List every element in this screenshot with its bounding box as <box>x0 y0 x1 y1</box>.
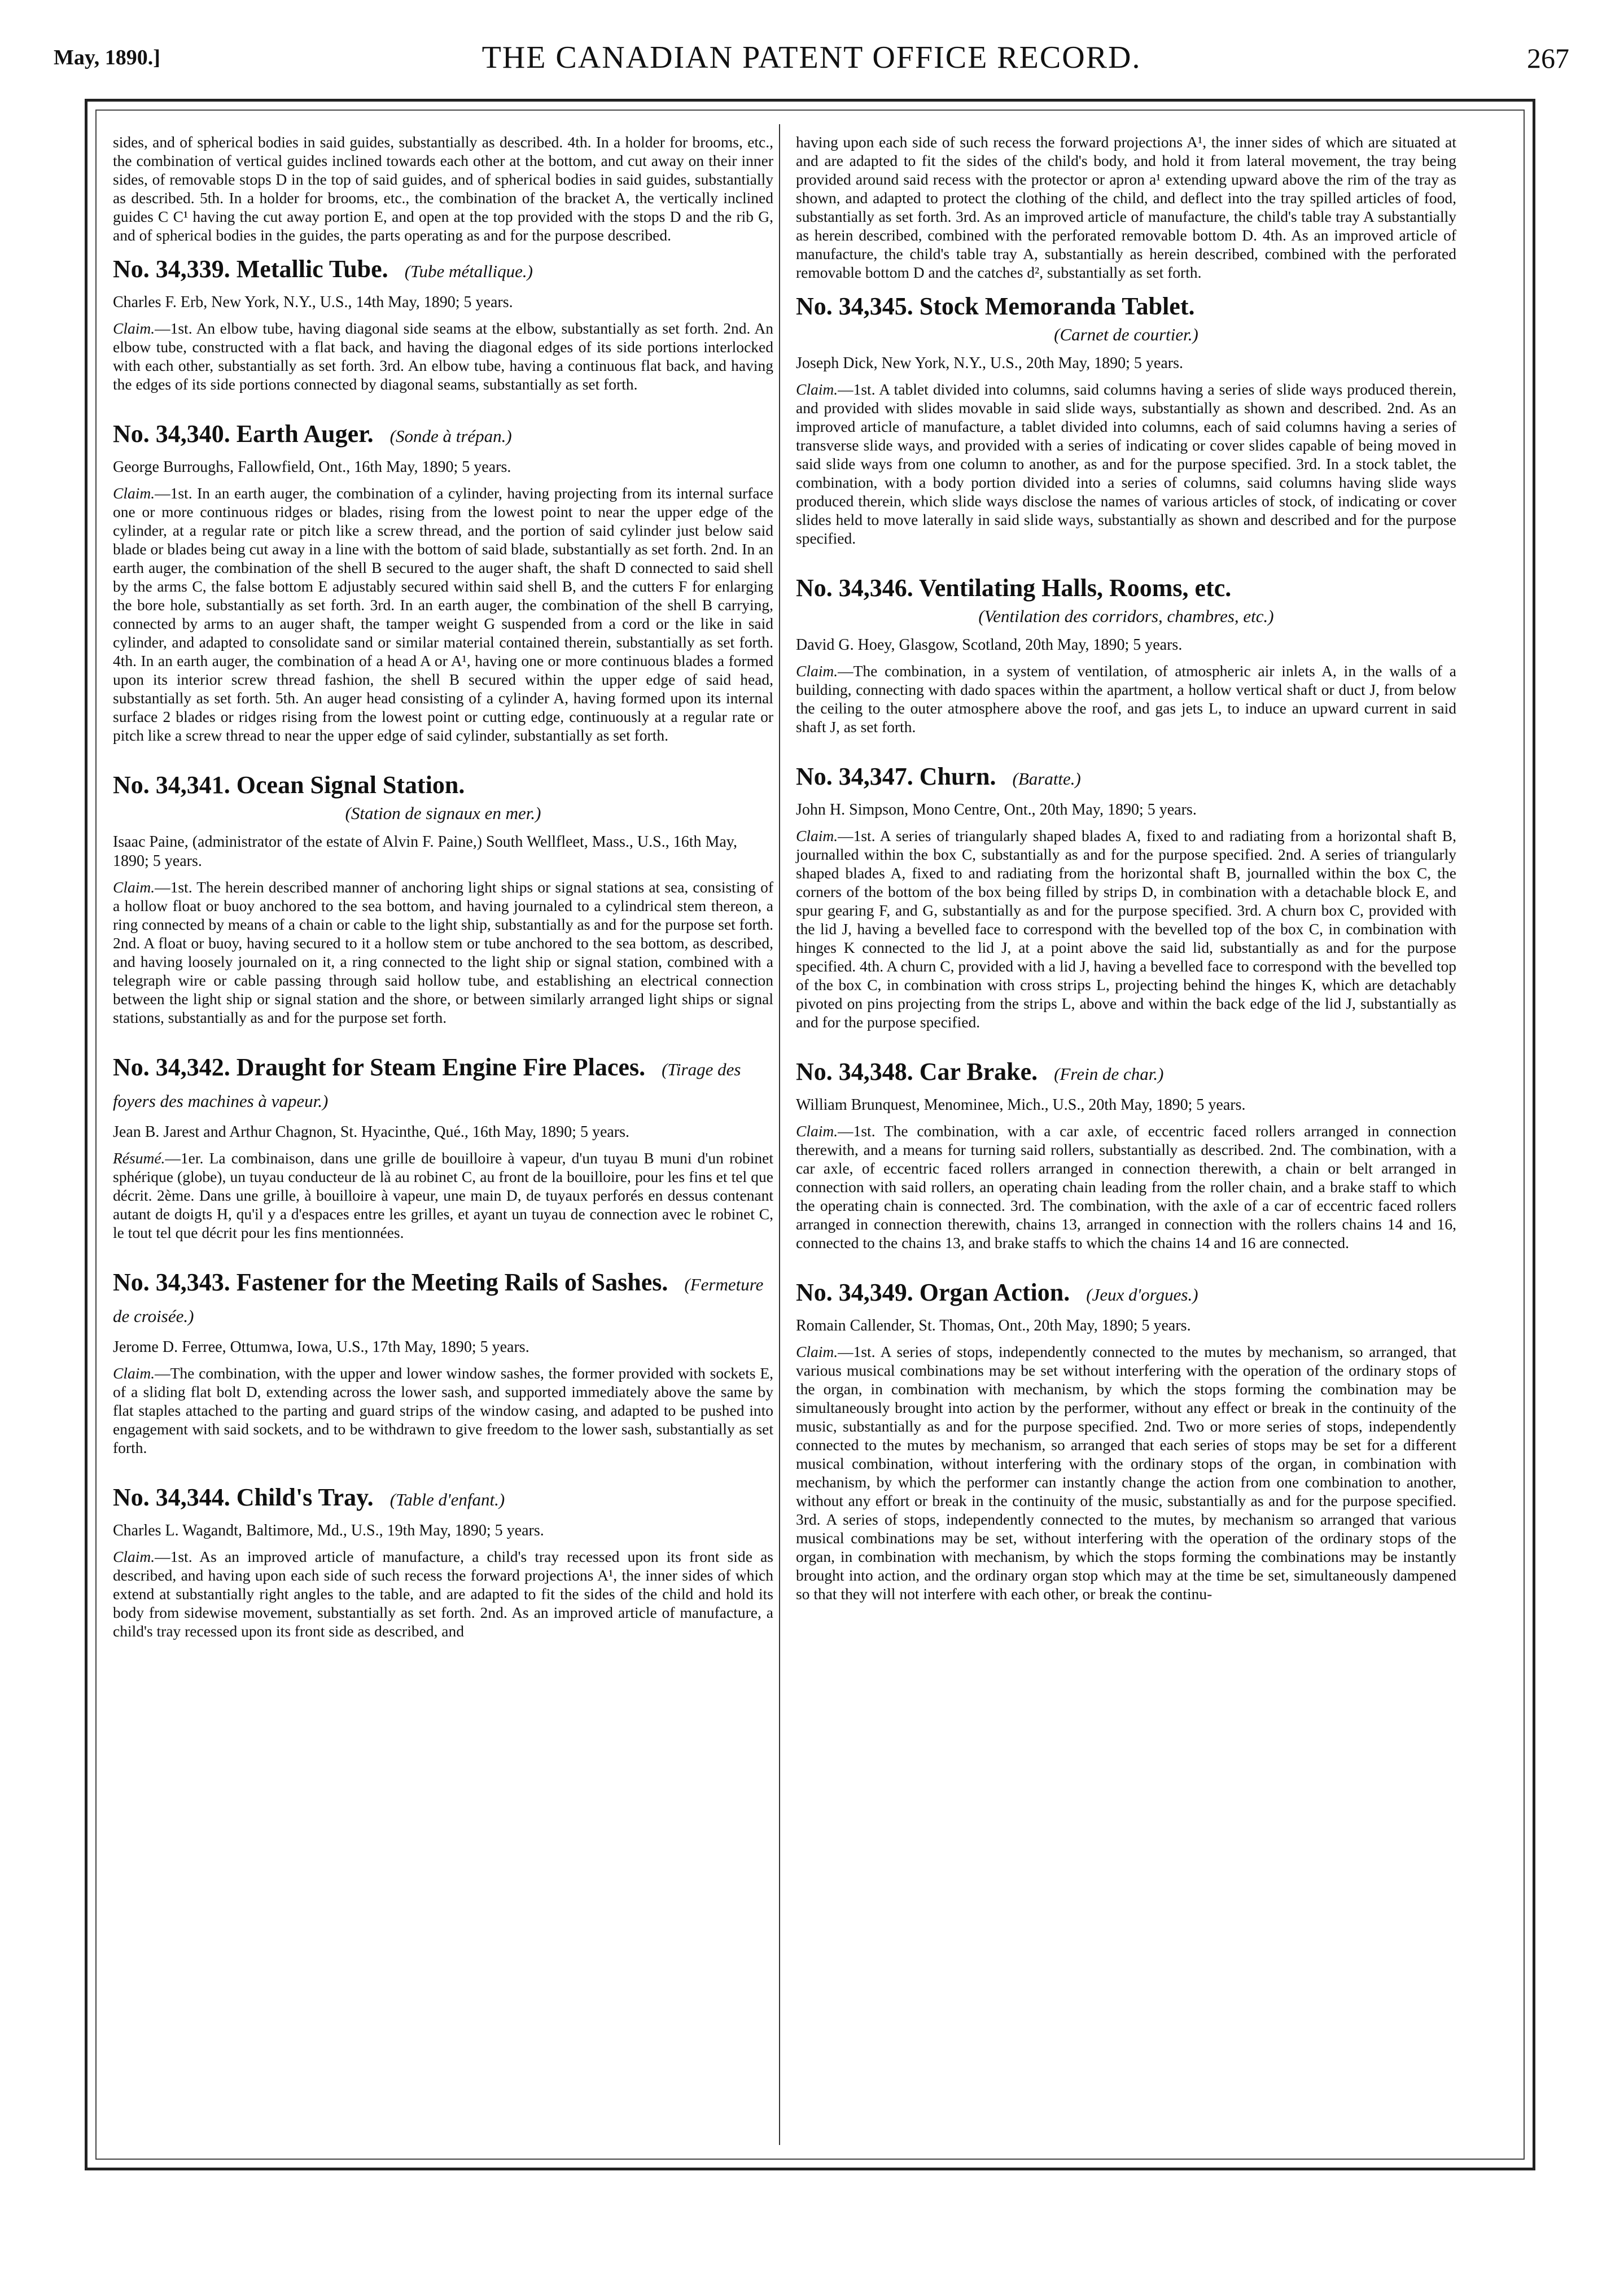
claim-label: Claim. <box>113 878 155 896</box>
patent-title: Draught for Steam Engine Fire Places. <box>236 1053 646 1081</box>
claim-body: —1st. A series of triangularly shaped blades A, fixed to and radiating from a horizontal shaft B, journalled within the box C, substantially as and for the purpose specified. 2nd. A series of triangularly shaped blades A, fixed to and radiating from the horizontal shaft B, journalled within the box C, the corners of the bottom of the box being filled by strips D, in combination with a detachable block E, and spur gearing F, and G, substantially as and for the purpose specified. 3rd. A churn box C, provided with the lid J, having a bevelled face to correspond with the bevelled top of the box C, in combination with hinges K connected to the lid J, at a point above the said lid, substantially as and for the purpose specified. 4th. A churn C, provided with a lid J, having a bevelled face to correspond with the bevelled top of the box C, in combination with cross strips L, projecting behind the hinges K, which are detachably pivoted on pins projecting from the strips L, above and within the back edge of the lid J, substantially as and for the purpose specified. <box>796 827 1456 1031</box>
patent-number: No. 34,341. <box>113 771 230 799</box>
claim-body: —The combination, with the upper and lower window sashes, the former provided with sockets E, of a sliding flat bolt D, extending across the lower sash, and supported immediately above the same by flat staples attached to the parting and guard strips of the window casing, and adapted to be pushed into engagement with said sockets, and to be withdrawn to give freedom to the lower sash, substantially as set forth. <box>113 1364 773 1456</box>
claim-text <box>113 878 773 1027</box>
entry-heading <box>796 1278 1456 1310</box>
right-column <box>796 133 1456 1629</box>
french-title: (Station de signaux en mer.) <box>345 803 541 823</box>
patent-number: No. 34,342. <box>113 1053 230 1081</box>
patent-title: Organ Action. <box>919 1279 1070 1306</box>
claim-body: —1st. The combination, with a car axle, of eccentric faced rollers arranged in connection therewith, and a means for turning said rollers, substantially as described. 2nd. The combination, with a car axle, of eccentric faced rollers arranged in connection therewith, a chain or belt arranged in connection with said rollers, an operating chain leading from the roller chain, and a brake staff to which the operating chain is connected. 3rd. The combination, with the axle of a car of eccentric faced rollers arranged in connection therewith, chains 13, arranged in connection with the rollers chains 14 and 16, connected to the chains 13, and brake staffs to which the chains 14 and 16 are connected. <box>796 1122 1456 1251</box>
inventor-line: William Brunquest, Menominee, Mich., U.S., 20th May, 1890; 5 years. <box>796 1096 1246 1114</box>
inventor-line: Charles L. Wagandt, Baltimore, Md., U.S., 19th May, 1890; 5 years. <box>113 1522 544 1539</box>
claim-label: Claim. <box>796 1122 838 1140</box>
continuation-text: sides, and of spherical bodies in said guides, substantially as described. 4th. In a holder for brooms, etc., the combination of vertical guides inclined towards each other at the bottom, and cut away on their inner sides, of removable stops D in the top of said guides, and of spherical bodies in said guides, substantially as described. 5th. In a holder for brooms, etc., the combination of the bracket A, the vertically inclined guides C C¹ having the cut away portion E, and open at the top provided with the stops D and the rib G, and of spherical bodies in the guides, the parts operating as and for the purpose described. <box>113 133 773 244</box>
claim-body: —1er. La combinaison, dans une grille de bouilloire à vapeur, d'un tuyau B muni d'un robinet sphérique (globe), un tuyau conducteur de là au robinet C, au front de la bouilloire, pour les fins et tel que décrit. 2ème. Dans une grille, à bouilloire à vapeur, une main D, de tuyaux perforés en dessus contenant autant de doigts H, qu'il y a d'espaces entre les grilles, et ayant un tuyau de connection avec le robinet C, le tout tel que décrit pour les fins mentionnées. <box>113 1149 773 1241</box>
entry-heading <box>113 1483 773 1514</box>
patent-entry-34347 <box>796 762 1456 1031</box>
claim-label: Résumé. <box>113 1149 165 1167</box>
patent-entry-34341 <box>113 771 773 1027</box>
claim-body: —1st. A tablet divided into columns, said columns having a series of slide ways produced therein, and provided with slides movable in said slide ways, substantially as shown and described. 2nd. As an improved article of manufacture, a tablet divided into columns, each of said columns having a series of transverse slide ways, and provided with a series of indicating or cover slides capable of being moved in said slide ways from one column to another, as and for the purpose specified. 3rd. In a stock tablet, the combination, with a body portion divided into a series of columns, said columns having slide ways produced therein, which slide ways disclose the names of various articles of stock, of indicating or cover slides held to move laterally in said slide ways, substantially as shown and described and for the purpose specified. <box>796 380 1456 547</box>
patent-number: No. 34,345. <box>796 292 913 320</box>
issue-date: May, 1890.] <box>54 46 160 69</box>
french-title: (Tirage des foyers des machines à vapeur.) <box>113 1060 741 1111</box>
inventor-line: David G. Hoey, Glasgow, Scotland, 20th May, 1890; 5 years. <box>796 636 1183 654</box>
entry-heading <box>113 771 773 800</box>
inventor-line: George Burroughs, Fallowfield, Ont., 16th May, 1890; 5 years. <box>113 458 511 476</box>
patent-number: No. 34,343. <box>113 1268 230 1296</box>
continuation-left <box>113 133 773 244</box>
inventor-line: John H. Simpson, Mono Centre, Ont., 20th May, 1890; 5 years. <box>796 801 1197 818</box>
inventor-line: Joseph Dick, New York, N.Y., U.S., 20th May, 1890; 5 years. <box>796 354 1183 372</box>
french-title: (Tube métallique.) <box>404 261 533 281</box>
column-divider <box>779 124 780 2145</box>
page-frame <box>85 99 1535 2170</box>
claim-label: Claim. <box>113 319 155 337</box>
claim-text <box>113 1149 773 1242</box>
publication-title: THE CANADIAN PATENT OFFICE RECORD. <box>481 40 1141 75</box>
page-header <box>54 40 1569 85</box>
entry-heading <box>796 574 1456 603</box>
claim-body: —1st. As an improved article of manufacture, a child's tray recessed upon its front side as described, and having upon each side of such recess the forward projections A¹, the inner sides of which extend at substantially right angles to the table, and are adapted to fit the sides of the child and hold its body from sidewise movement, substantially as set forth. 2nd. As an improved article of manufacture, a child's tray recessed upon its front side as described, and <box>113 1548 773 1640</box>
patent-entry-34343 <box>113 1268 773 1457</box>
continuation-text: having upon each side of such recess the forward projections A¹, the inner sides of which are situated at and are adapted to fit the sides of the child's body, and hold it from lateral movement, the tray being provided around said recess with the protector or apron a¹ extending upward above the rim of the tray as shown, and adapted to protect the clothing of the child, and deflect into the tray spilled articles of food, substantially as set forth. 3rd. As an improved article of manufacture, the child's table tray A substantially as herein described, combined with the perforated removable bottom D. 4th. As an improved article of manufacture, the child's table tray A, substantially as herein described, combined with the perforated removable bottom D and the catches d², substantially as set forth. <box>796 133 1456 281</box>
french-title: (Fermeture de croisée.) <box>113 1275 764 1326</box>
claim-label: Claim. <box>113 1364 155 1382</box>
claim-text <box>113 1364 773 1457</box>
inventor-line: Charles F. Erb, New York, N.Y., U.S., 14th May, 1890; 5 years. <box>113 294 513 311</box>
french-title: (Jeux d'orgues.) <box>1086 1285 1198 1305</box>
patent-title: Earth Auger. <box>236 420 374 448</box>
french-title: (Table d'enfant.) <box>389 1490 505 1509</box>
inventor-line: Jerome D. Ferree, Ottumwa, Iowa, U.S., 17th May, 1890; 5 years. <box>113 1338 529 1356</box>
claim-text <box>796 662 1456 736</box>
french-title: (Baratte.) <box>1012 769 1081 789</box>
claim-label: Claim. <box>796 827 838 844</box>
patent-number: No. 34,349. <box>796 1279 913 1306</box>
claim-body: —The combination, in a system of ventilation, of atmospheric air inlets A, in the walls of a building, connecting with dado spaces within the apartment, a hollow vertical shaft or duct J, from below the ceiling to the outer atmosphere above the roof, and gas jets L, to induce an upward current in said shaft J, as set forth. <box>796 662 1456 736</box>
entry-heading <box>113 1268 773 1331</box>
claim-text <box>113 1547 773 1640</box>
claim-label: Claim. <box>113 1548 155 1565</box>
claim-text <box>796 1122 1456 1252</box>
entry-heading <box>113 1053 773 1116</box>
claim-text <box>113 484 773 745</box>
patent-number: No. 34,346. <box>796 574 913 602</box>
patent-number: No. 34,339. <box>113 255 230 283</box>
claim-label: Claim. <box>113 484 155 502</box>
claim-label: Claim. <box>796 380 838 398</box>
inventor-line: Romain Callender, St. Thomas, Ont., 20th May, 1890; 5 years. <box>796 1317 1191 1334</box>
patent-title: Metallic Tube. <box>236 255 388 283</box>
patent-entry-34342 <box>113 1053 773 1242</box>
patent-title: Churn. <box>919 763 996 790</box>
patent-title: Fastener for the Meeting Rails of Sashes. <box>236 1268 668 1296</box>
patent-entry-34340 <box>113 419 773 745</box>
claim-body: —1st. An elbow tube, having diagonal side seams at the elbow, substantially as set forth. 2nd. An elbow tube, constructed with a flat back, and having the diagonal edges of its side portions interlocked with each other, substantially as set forth. 3rd. An elbow tube, having a continuous flat back, and having the edges of its side portions connected by diagonal seams, substantially as set forth. <box>113 319 773 393</box>
claim-body: —1st. A series of stops, independently connected to the mutes by mechanism, so arranged, that various musical combinations may be set without interfering with the operation of the ordinary stops of the organ, in combination with mechanism, by which the stops forming the combination may be simultaneously brought into action by the performer, without any effect or break in the continuity of the music, substantially as and for the purpose specified. 2nd. Two or more series of stops, independently connected to the mutes by mechanism, so arranged that each series of stops may be set for a different musical combination, without interfering with the ordinary stops of the organ, in combination with mechanism, by which the performer can instantly change the action from one combination to another, without any effort or break in the continuity of the music, substantially as and for the purpose specified. 3rd. A series of stops, independently connected to the mutes, by mechanism so arranged that various musical combinations may be set, without interfering with the operation of the ordinary stops of the organ, in combination with mechanism, by which the stops forming the combinations may be instantly brought into action, and the ordinary organ stop which may at the time be set, simultaneously dampened so that they will not interfere with each other, or break the continu- <box>796 1343 1456 1603</box>
french-title: (Carnet de courtier.) <box>1054 325 1198 344</box>
patent-entry-34339 <box>113 255 773 393</box>
patent-number: No. 34,344. <box>113 1483 230 1511</box>
patent-title: Car Brake. <box>919 1058 1038 1085</box>
claim-body: —1st. In an earth auger, the combination of a cylinder, having projecting from its internal surface one or more continuous ridges or blades, rising from the lowest point to near the upper edge of the cylinder, at a regular rate or pitch like a screw thread, and the portion of said cylinder just below said blade or blades being cut away in a line with the bottom of said blade, substantially as set forth. 2nd. In an earth auger, the combination of the shell B secured to the auger shaft, the shaft D connected to said shell by the arms C, the false bottom E adjustably secured within said shell B, and the cutters F for enlarging the bore hole, substantially as set forth. 3rd. In an earth auger, the combination of the shell B carrying, connected by arms to an auger shaft, the tamper weight G suspended from a cord or the like in said cylinder, and adapted to consolidate sand or similar material contained therein, substantially as set forth. 4th. In an earth auger, the combination of a head A or A¹, having one or more continuous blades a formed upon its interior screw thread fashion, the shell B secured within the upper edge of said head, substantially as set forth. 5th. An auger head consisting of a cylinder A, having formed upon its internal surface 2 blades or ridges rising from the lowest point or cutting edge, continuously at a regular rate or pitch like a screw thread to near the upper edge of said cylinder, substantially as set forth. <box>113 484 773 744</box>
french-title: (Sonde à trépan.) <box>389 426 512 446</box>
claim-label: Claim. <box>796 662 838 680</box>
entry-heading <box>796 762 1456 794</box>
entry-heading <box>796 292 1456 321</box>
patent-title: Child's Tray. <box>236 1483 374 1511</box>
claim-text <box>796 1342 1456 1603</box>
claim-text <box>796 380 1456 548</box>
entry-heading <box>113 419 773 451</box>
patent-number: No. 34,348. <box>796 1058 913 1085</box>
patent-entry-34349 <box>796 1278 1456 1603</box>
page-number: 267 <box>1527 42 1569 74</box>
patent-entry-34345 <box>796 292 1456 548</box>
patent-title: Ocean Signal Station. <box>236 771 465 799</box>
patent-number: No. 34,340. <box>113 420 230 448</box>
patent-title: Ventilating Halls, Rooms, etc. <box>919 574 1232 602</box>
claim-body: —1st. The herein described manner of anchoring light ships or signal stations at sea, consisting of a hollow float or buoy anchored to the sea bottom, and having journaled to a cylindrical stem thereon, a ring connected by means of a chain or cable to the light ship, substantially as and for the purpose set forth. 2nd. A float or buoy, having secured to it a hollow stem or tube anchored to the sea bottom, as described, and having loosely journaled on it, a ring connected to the light ship or signal station, combined with a telegraph wire or cable passing through said hollow tube, and establishing an electrical connection between the light ship or signal station and the shore, or between similarly arranged light ships or signal stations, substantially as and for the purpose set forth. <box>113 878 773 1026</box>
entry-heading <box>113 255 773 286</box>
patent-entry-34348 <box>796 1057 1456 1252</box>
patent-entry-34346 <box>796 574 1456 736</box>
entry-heading <box>796 1057 1456 1089</box>
continuation-right <box>796 133 1456 282</box>
claim-label: Claim. <box>796 1343 838 1360</box>
inventor-line: Isaac Paine, (administrator of the estate of Alvin F. Paine,) South Wellfleet, Mass., U.S., 16th May, 1890; 5 years. <box>113 833 737 870</box>
french-title: (Ventilation des corridors, chambres, etc.) <box>978 606 1274 626</box>
claim-text <box>796 826 1456 1031</box>
left-column <box>113 133 773 1666</box>
claim-text <box>113 319 773 393</box>
patent-entry-34344 <box>113 1483 773 1640</box>
patent-number: No. 34,347. <box>796 763 913 790</box>
french-title: (Frein de char.) <box>1054 1064 1164 1084</box>
patent-title: Stock Memoranda Tablet. <box>919 292 1195 320</box>
inventor-line: Jean B. Jarest and Arthur Chagnon, St. Hyacinthe, Qué., 16th May, 1890; 5 years. <box>113 1123 630 1141</box>
